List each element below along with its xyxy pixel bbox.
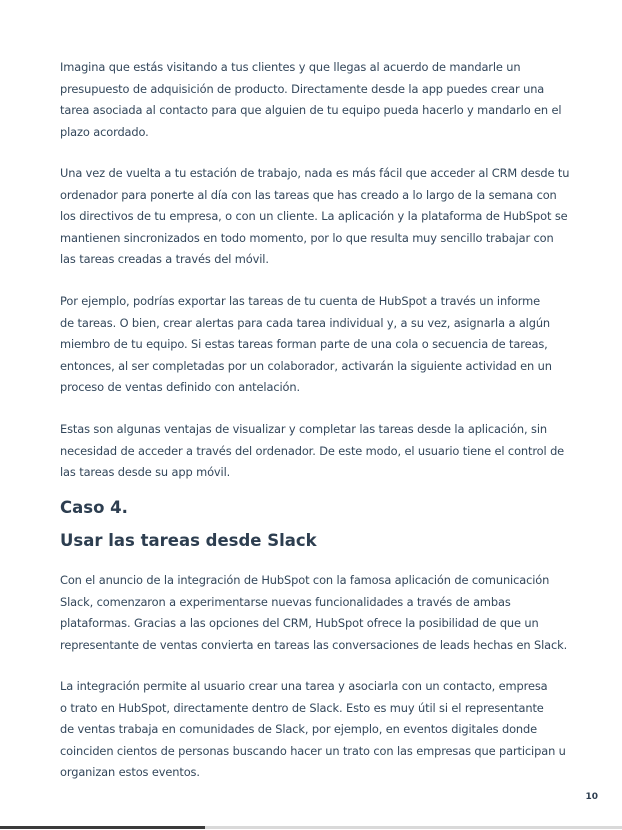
paragraph-line: las tareas creadas a través del móvil.: [60, 252, 269, 266]
paragraph-line: Por ejemplo, podrías exportar las tareas de tu cuenta de HubSpot a través un informe: [60, 294, 541, 308]
paragraph-line: las tareas desde su app móvil.: [60, 465, 231, 479]
paragraph-line: tarea asociada al contacto para que alguien de tu equipo pueda hacerlo y mandarlo en el: [60, 103, 562, 117]
paragraph-exportar-tareas: [60, 291, 552, 399]
paragraph-line: de ventas trabaja en comunidades de Slack, por ejemplo, en eventos digitales donde: [60, 722, 538, 736]
paragraph-line: mantienen sincronizados en todo momento, por lo que resulta muy sencillo trabajar con: [60, 230, 554, 245]
section-title: Usar las tareas desde Slack: [60, 531, 317, 550]
paragraph-ventajas: [60, 419, 564, 484]
paragraph-integracion-slack: [60, 570, 567, 656]
paragraph-line: Estas son algunas ventajas de visualizar y completar las tareas desde la aplicación, sin: [60, 422, 547, 436]
paragraph-line: presupuesto de adquisición de producto. Directamente desde la app puedes crear una: [60, 81, 545, 96]
paragraph-line: La integración permite al usuario crear una tarea y asociarla con un contacto, empresa: [60, 679, 548, 693]
page-number: 10: [585, 792, 598, 802]
paragraph-line: de tareas. O bien, crear alertas para cada tarea individual y, a su vez, asignarla a algún: [60, 315, 551, 330]
paragraph-line: Imagina que estás visitando a tus clientes y que llegas al acuerdo de mandarle un: [60, 60, 521, 74]
paragraph-line: proceso de ventas definido con antelación.: [60, 380, 300, 394]
paragraph-line: Slack, comenzaron a experimentarse nuevas funcionalidades a través de ambas: [60, 594, 511, 609]
paragraph-line: necesidad de acceder a través del ordenador. De este modo, el usuario tiene el control de: [60, 443, 565, 458]
paragraph-crear-tarea-slack: [60, 676, 566, 784]
section-heading: [60, 491, 317, 557]
paragraph-line: o trato en HubSpot, directamente dentro de Slack. Esto es muy útil si el representante: [60, 700, 544, 715]
bottom-divider-accent: [0, 826, 205, 829]
paragraph-line: entonces, al ser completadas por un colaborador, activarán la siguiente actividad en un: [60, 358, 552, 373]
paragraph-presupuesto: [60, 57, 561, 143]
paragraph-line: plataformas. Gracias a las opciones del CRM, HubSpot ofrece la posibilidad de que un: [60, 616, 539, 630]
section-case-label: Caso 4.: [60, 498, 128, 517]
paragraph-line: miembro de tu equipo. Si estas tareas forman parte de una cola o secuencia de tareas,: [60, 337, 548, 351]
paragraph-crm-sync: [60, 163, 569, 271]
paragraph-line: ordenador para ponerte al día con las tareas que has creado a lo largo de la semana con: [60, 187, 557, 202]
paragraph-line: organizan estos eventos.: [60, 765, 200, 779]
paragraph-line: Con el anuncio de la integración de HubSpot con la famosa aplicación de comunicación: [60, 573, 550, 587]
paragraph-line: los directivos de tu empresa, o con un cliente. La aplicación y la plataforma de HubSpot se: [60, 209, 568, 223]
paragraph-line: plazo acordado.: [60, 124, 149, 139]
paragraph-line: Una vez de vuelta a tu estación de trabajo, nada es más fácil que acceder al CRM desde tu: [60, 166, 570, 180]
paragraph-line: coinciden cientos de personas buscando hacer un trato con las empresas que participan u: [60, 743, 566, 758]
paragraph-line: representante de ventas convierta en tareas las conversaciones de leads hechas en Slack.: [60, 637, 568, 652]
